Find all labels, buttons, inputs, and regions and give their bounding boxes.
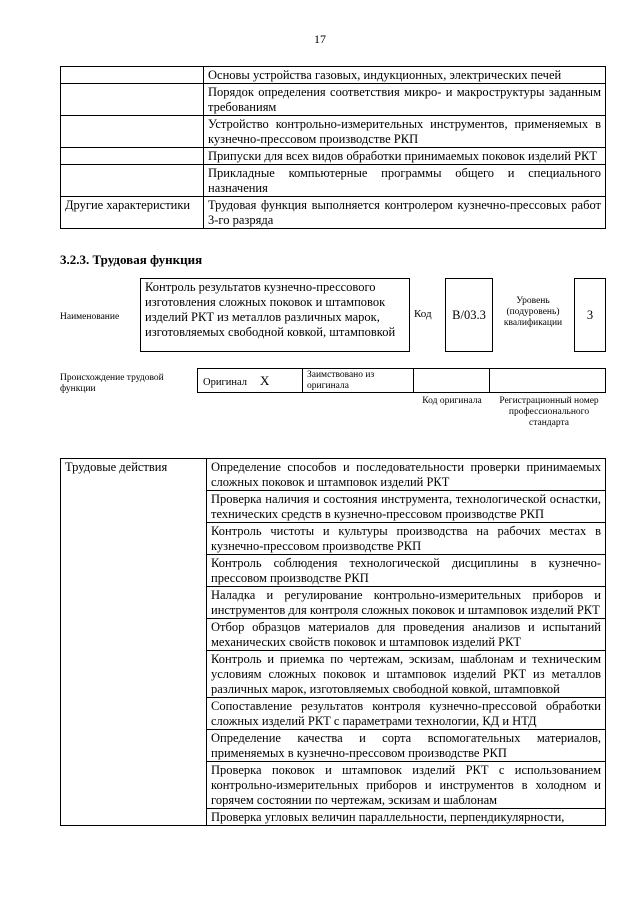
table-cell: Контроль чистоты и культуры производства на рабочих местах в кузнечно-прессовом производстве РКП	[207, 523, 606, 555]
original-mark: X	[260, 373, 270, 388]
table-row	[61, 148, 606, 165]
table-row	[61, 197, 606, 229]
table-cell: Основы устройства газовых, индукционных, электрических печей	[204, 67, 606, 84]
original-label: Оригинал	[203, 377, 247, 388]
table-cell: Проверка угловых величин параллельности, перпендикулярности,	[207, 809, 606, 826]
name-label: Наименование	[60, 312, 120, 322]
code-value-box: B/03.3	[445, 278, 493, 352]
table-row	[61, 116, 606, 148]
table-cell: Устройство контрольно-измерительных инструментов, применяемых в кузнечно-прессовом производстве РКП	[204, 116, 606, 148]
table-cell: Контроль и приемка по чертежам, эскизам, шаблонам и техническим условиям сложных поковок и штамповок изделий РКТ из металлов различных марок, изготовляемых свободной ковкой, штамповкой	[207, 651, 606, 698]
page-number: 17	[314, 32, 326, 46]
original-code-cell	[413, 368, 490, 393]
function-name-box: Контроль результатов кузнечно-прессового изготовления сложных поковок и штамповок изделий РКТ из металлов различных марок, изготовляемых свободной ковкой, штамповкой	[140, 278, 410, 352]
original-cell	[197, 368, 303, 393]
table-cell-left	[61, 67, 204, 84]
table-cell-left	[61, 116, 204, 148]
table-cell-left	[61, 84, 204, 116]
table-cell-left	[61, 165, 204, 197]
table-cell: Прикладные компьютерные программы общего и специального назначения	[204, 165, 606, 197]
origin-label: Происхождение трудовой функции	[60, 373, 164, 394]
labor-actions-table	[60, 458, 606, 826]
code-label: Код	[414, 308, 432, 320]
borrowed-cell: Заимствовано из оригинала	[302, 368, 414, 393]
qualification-level-label: Уровень (подуровень) квалификации	[503, 296, 563, 328]
registration-number-caption: Регистрационный номер профессионального стандарта	[499, 396, 599, 428]
table-row	[61, 165, 606, 197]
table-cell-left	[61, 148, 204, 165]
table-cell: Проверка наличия и состояния инструмента, технологической оснастки, технических средств в кузнечно-прессовом производстве РКП	[207, 491, 606, 523]
table-cell: Отбор образцов материалов для проведения анализов и испытаний механических свойств поковок и штамповок изделий РКТ	[207, 619, 606, 651]
other-characteristics-label: Другие характеристики	[61, 197, 204, 229]
table-cell: Припуски для всех видов обработки принимаемых поковок изделий РКТ	[204, 148, 606, 165]
section-heading: 3.2.3. Трудовая функция	[60, 252, 203, 267]
table-cell: Проверка поковок и штамповок изделий РКТ с использованием контрольно-измерительных приборов и инструментов в холодном и горячем состоянии по чертежам, эскизам и шаблонам	[207, 762, 606, 809]
original-code-caption: Код оригинала	[422, 396, 482, 406]
registration-number-cell	[489, 368, 606, 393]
table-cell: Наладка и регулирование контрольно-измерительных приборов и инструментов для контроля сложных поковок и штамповок изделий РКТ	[207, 587, 606, 619]
table-cell: Контроль соблюдения технологической дисциплины в кузнечно-прессовом производстве РКП	[207, 555, 606, 587]
table-cell: Трудовая функция выполняется контролером кузнечно-прессовых работ 3-го разряда	[204, 197, 606, 229]
top-characteristics-table	[60, 66, 606, 229]
table-cell: Порядок определения соответствия микро- и макроструктуры заданным требованиям	[204, 84, 606, 116]
table-cell: Определение качества и сорта вспомогательных материалов, применяемых в кузнечно-прессовом производстве РКП	[207, 730, 606, 762]
table-cell: Определение способов и последовательности проверки принимаемых сложных поковок и штамповок изделий РКТ	[207, 459, 606, 491]
table-row	[61, 84, 606, 116]
labor-actions-label: Трудовые действия	[61, 459, 207, 826]
table-row	[61, 459, 606, 491]
table-row	[61, 67, 606, 84]
table-cell: Сопоставление результатов контроля кузнечно-прессовой обработки сложных изделий РКТ с параметрами технологии, КД и НТД	[207, 698, 606, 730]
qualification-level-box: 3	[574, 278, 606, 352]
